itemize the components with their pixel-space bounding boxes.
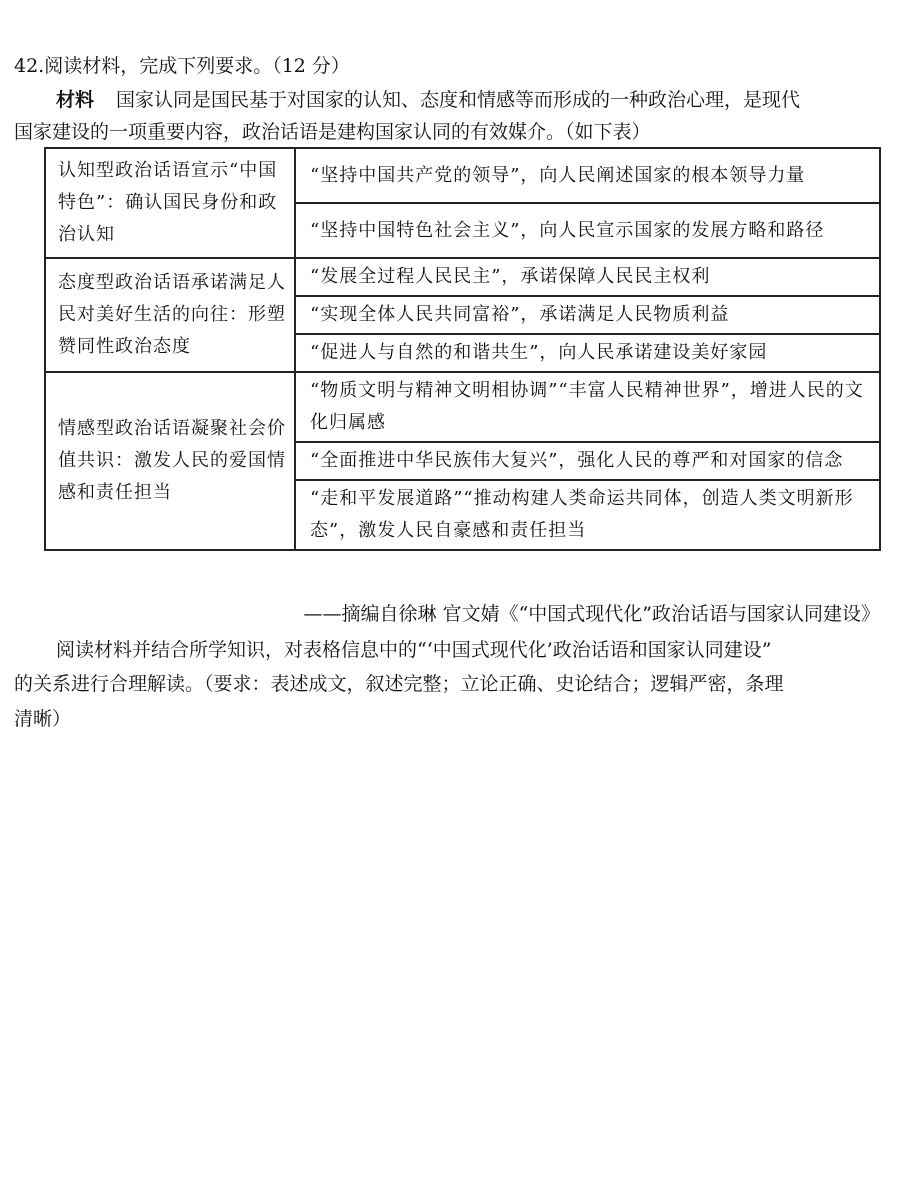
table-cell: “坚持中国共产党的领导”，向人民阐述国家的根本领导力量 [295, 148, 880, 203]
table-cell: “全面推进中华民族伟大复兴”，强化人民的尊严和对国家的信念 [295, 442, 880, 480]
requirement-line1: 阅读材料并结合所学知识，对表格信息中的“‘中国式现代化’政治话语和国家认同建设” [56, 639, 772, 661]
requirement-line2: 的关系进行合理解读。（要求：表述成文，叙述完整；立论正确、史论结合；逻辑严密，条理 [14, 673, 784, 695]
requirement-line3: 清晰） [14, 708, 72, 730]
political-discourse-table [44, 147, 881, 551]
source-citation: ——摘编自徐琳 官文婧《“中国式现代化”政治话语与国家认同建设》 [303, 603, 880, 625]
table-cell: “坚持中国特色社会主义”，向人民宣示国家的发展方略和路径 [295, 203, 880, 258]
material-text-line2: 国家建设的一项重要内容，政治话语是建构国家认同的有效媒介。（如下表） [14, 121, 651, 143]
table-cell: “实现全体人民共同富裕”，承诺满足人民物质利益 [295, 296, 880, 334]
material-label: 材料 [56, 89, 95, 111]
category-emotional: 情感型政治话语凝聚社会价值共识：激发人民的爱国情感和责任担当 [45, 372, 295, 550]
table-cell: “物质文明与精神文明相协调”“丰富人民精神世界”，增进人民的文化归属感 [295, 372, 880, 442]
material-text-line1: 国家认同是国民基于对国家的认知、态度和情感等而形成的一种政治心理，是现代 [116, 89, 801, 111]
table-cell: “走和平发展道路”“推动构建人类命运共同体，创造人类文明新形态”，激发人民自豪感和责任担当 [295, 480, 880, 550]
table-cell: “发展全过程人民民主”，承诺保障人民民主权利 [295, 258, 880, 296]
category-cognitive: 认知型政治话语宣示“中国特色”：确认国民身份和政治认知 [45, 148, 295, 258]
table-row [45, 258, 880, 296]
table-row [45, 372, 880, 442]
table-cell: “促进人与自然的和谐共生”，向人民承诺建设美好家园 [295, 334, 880, 372]
question-title: 42.阅读材料，完成下列要求。（12 分） [14, 55, 350, 77]
material-paragraph-line1 [56, 86, 800, 114]
category-attitude: 态度型政治话语承诺满足人民对美好生活的向往：形塑赞同性政治态度 [45, 258, 295, 372]
table-row [45, 148, 880, 203]
